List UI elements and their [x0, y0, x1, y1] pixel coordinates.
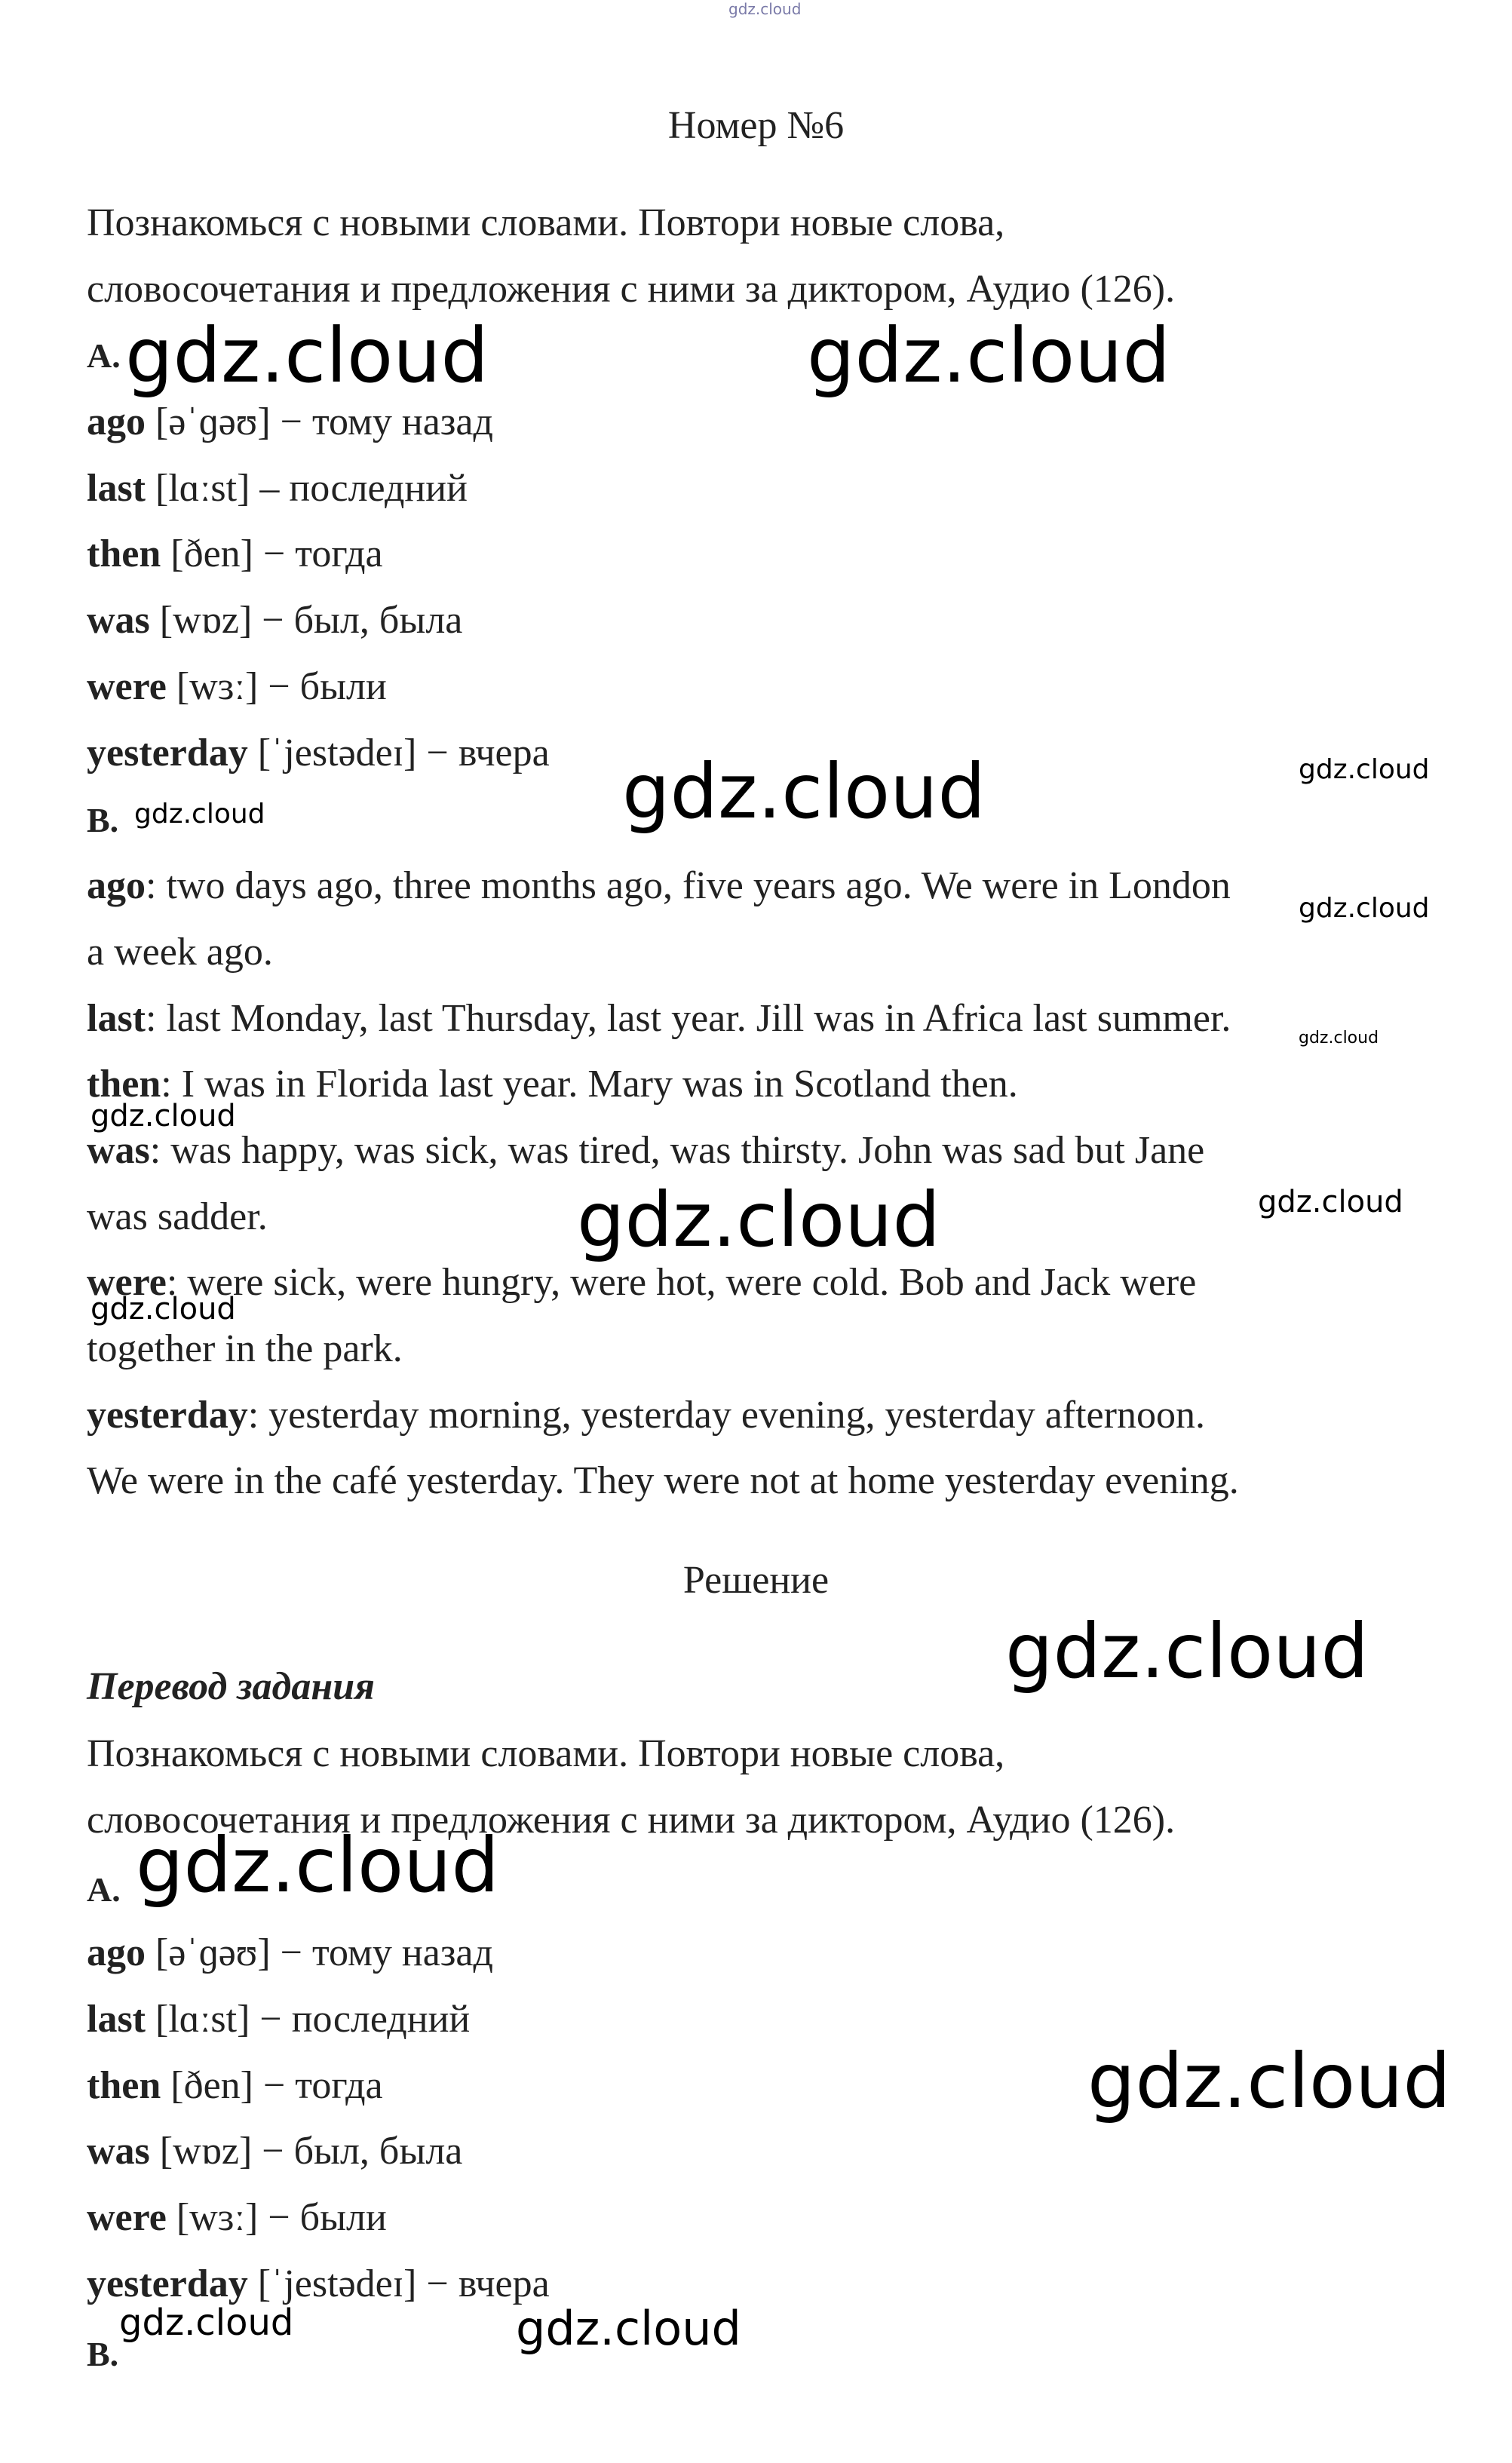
solution-heading: Решение [682, 1559, 830, 1602]
task-instruction-line-1: Познакомься с новыми словами. Повтори новые слова, [87, 201, 1005, 244]
example-were-line-2: together in the park. [87, 1327, 403, 1370]
solution-vocab-were: were [wɜː] − были [87, 2196, 387, 2239]
example-last-line-1: last: last Monday, last Thursday, last year. Jill was in Africa last summer. [87, 997, 1231, 1040]
watermark: gdz.cloud [134, 799, 265, 830]
translation-title: Перевод задания [87, 1665, 375, 1708]
solution-vocab-last: last [lɑːst] − последний [87, 1998, 471, 2041]
solution-vocab-was: was [wɒz] − был, была [87, 2130, 463, 2173]
watermark: gdz.cloud [577, 1176, 941, 1264]
watermark: gdz.cloud [1299, 893, 1430, 924]
task-instruction-line-2: словосочетания и предложения с ними за диктором, Аудио (126). [87, 268, 1176, 311]
example-ago-line-1: ago: two days ago, three months ago, five years ago. We were in London [87, 864, 1231, 907]
watermark: gdz.cloud [119, 2302, 294, 2344]
watermark: gdz.cloud [622, 747, 986, 836]
task-vocab-ago: ago [əˈɡəʊ] − тому назад [87, 400, 493, 443]
task-section-a-label: A. [87, 336, 121, 375]
example-ago-line-2: a week ago. [87, 931, 273, 974]
task-vocab-were: were [wɜː] − были [87, 665, 387, 708]
top-watermark: gdz.cloud [728, 0, 802, 18]
watermark: gdz.cloud [1005, 1607, 1369, 1695]
task-vocab-then: then [ðen] − тогда [87, 532, 383, 575]
watermark: gdz.cloud [516, 2301, 741, 2356]
task-section-b-label: B. [87, 801, 119, 839]
example-was-line-1: was: was happy, was sick, was tired, was thirsty. John was sad but Jane [87, 1129, 1205, 1172]
solution-vocab-ago: ago [əˈɡəʊ] − тому назад [87, 1931, 493, 1974]
watermark: gdz.cloud [90, 1099, 236, 1133]
watermark: gdz.cloud [125, 311, 489, 400]
solution-section-a-label: A. [87, 1870, 121, 1909]
watermark: gdz.cloud [136, 1821, 500, 1909]
watermark: gdz.cloud [1299, 754, 1430, 785]
task-vocab-was: was [wɒz] − был, была [87, 599, 463, 642]
example-yesterday-line-1: yesterday: yesterday morning, yesterday evening, yesterday afternoon. [87, 1394, 1205, 1437]
task-vocab-yesterday: yesterday [ˈjestədeɪ] − вчера [87, 732, 550, 774]
page-title: Номер №6 [667, 104, 845, 147]
solution-instruction-line-1: Познакомься с новыми словами. Повтори новые слова, [87, 1732, 1005, 1775]
solution-section-b-label: B. [87, 2335, 119, 2373]
watermark: gdz.cloud [807, 311, 1171, 400]
task-vocab-last: last [lɑːst] – последний [87, 467, 468, 510]
example-were-line-1: were: were sick, were hungry, were hot, were cold. Bob and Jack were [87, 1261, 1197, 1304]
solution-instruction-line-2: словосочетания и предложения с ними за диктором, Аудио (126). [87, 1799, 1176, 1842]
solution-vocab-yesterday: yesterday [ˈjestədeɪ] − вчера [87, 2262, 550, 2305]
example-yesterday-line-2: We were in the café yesterday. They were not at home yesterday evening. [87, 1459, 1239, 1502]
solution-vocab-then: then [ðen] − тогда [87, 2064, 383, 2107]
watermark: gdz.cloud [1087, 2037, 1452, 2125]
watermark: gdz.cloud [1299, 1029, 1379, 1047]
example-then-line-1: then: I was in Florida last year. Mary was in Scotland then. [87, 1063, 1018, 1106]
watermark: gdz.cloud [90, 1292, 236, 1327]
watermark: gdz.cloud [1258, 1185, 1403, 1219]
example-was-line-2: was sadder. [87, 1195, 268, 1238]
